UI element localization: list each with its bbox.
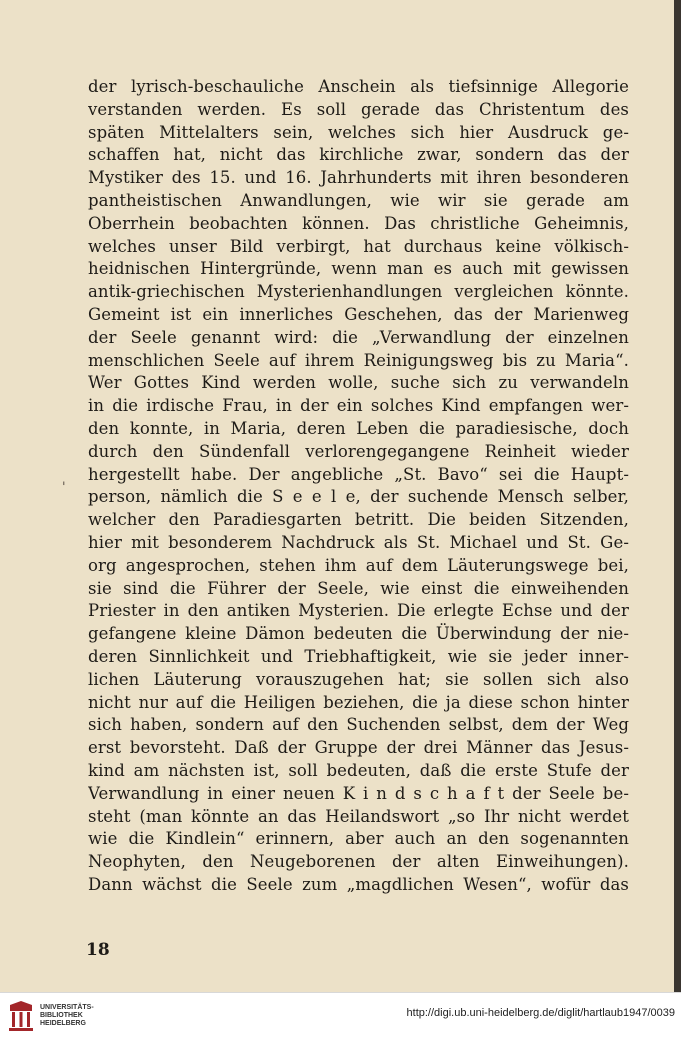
text-line: in die irdische Frau, in der ein solches Kind empfangen wer- [88, 396, 629, 416]
text-line: nicht nur auf die Heiligen beziehen, die ja diese schon hinter [88, 692, 629, 712]
text-line: sich haben, sondern auf den Suchenden selbst, dem der Weg [88, 715, 629, 735]
text-line: lichen Läuterung vorauszugehen hat; sie sollen sich also [88, 669, 629, 689]
text-line: späten Mittelalters sein, welches sich hier Ausdruck ge- [88, 122, 629, 142]
text-line: Priester in den antiken Mysterien. Die erlegte Echse und der [88, 601, 629, 621]
text-line: den konnte, in Maria, deren Leben die paradiesische, doch [88, 418, 629, 438]
text-line: kind am nächsten ist, soll bedeuten, daß die erste Stufe der [88, 760, 629, 780]
text-line: der lyrisch-beschauliche Anschein als tiefsinnige Allegorie [88, 77, 629, 96]
page-number: 18 [86, 940, 110, 960]
text-line: pantheistischen Anwandlungen, wie wir sie gerade am [88, 190, 629, 210]
library-logo-icon[interactable] [6, 999, 36, 1033]
body-text [88, 76, 629, 897]
text-line: hergestellt habe. Der angebliche „St. Bavo“ sei die Haupt- [88, 464, 629, 484]
text-line: welcher den Paradiesgarten betritt. Die beiden Sitzenden, [88, 510, 629, 530]
text-line: Dann wächst die Seele zum „magdlichen Wesen“, wofür das [88, 874, 629, 894]
text-line: gefangene kleine Dämon bedeuten die Überwindung der nie- [88, 624, 629, 644]
text-line: Neophyten, den Neugeborenen der alten Einweihungen). [88, 852, 629, 872]
text-line: durch den Sündenfall verlorengegangene Reinheit wieder [88, 441, 629, 461]
text-line: Verwandlung in einer neuen K i n d s c h a f t der Seele be- [88, 783, 629, 803]
footer-bar [0, 992, 681, 1039]
text-line: Wer Gottes Kind werden wolle, suche sich zu verwandeln [88, 373, 629, 393]
text-line: erst bevorsteht. Daß der Gruppe der drei Männer das Jesus- [88, 738, 629, 758]
margin-mark: ' [62, 480, 66, 495]
text-line: schaffen hat, nicht das kirchliche zwar, sondern das der [88, 145, 629, 165]
text-line: antik-griechischen Mysterienhandlungen vergleichen könnte. [88, 282, 629, 302]
text-line: deren Sinnlichkeit und Triebhaftigkeit, wie sie jeder inner- [88, 646, 629, 666]
text-line: verstanden werden. Es soll gerade das Christentum des [88, 99, 629, 119]
institution-line-2: BIBLIOTHEK [40, 1012, 83, 1019]
text-line: hier mit besonderem Nachdruck als St. Michael und St. Ge- [88, 532, 629, 552]
text-line: menschlichen Seele auf ihrem Reinigungsweg bis zu Maria“. [88, 350, 629, 370]
text-line: sie sind die Führer der Seele, wie einst die einweihenden [88, 578, 629, 598]
text-line: der Seele genannt wird: die „Verwandlung der einzelnen [88, 327, 629, 347]
page-edge [674, 0, 681, 992]
text-line: Gemeint ist ein innerliches Geschehen, das der Marienweg [88, 304, 629, 324]
text-line: heidnischen Hintergründe, wenn man es auch mit gewissen [88, 259, 629, 279]
institution-line-1: UNIVERSITÄTS- [40, 1004, 94, 1011]
text-line: welches unser Bild verbirgt, hat durchaus keine völkisch- [88, 236, 629, 256]
text-line: Mystiker des 15. und 16. Jahrhunderts mit ihren besonderen [88, 168, 629, 188]
text-line: Oberrhein beobachten können. Das christliche Geheimnis, [88, 213, 629, 233]
institution-name [40, 1004, 94, 1028]
text-line: steht (man könnte an das Heilandswort „so Ihr nicht werdet [88, 806, 629, 826]
institution-line-3: HEIDELBERG [40, 1020, 86, 1027]
text-line: person, nämlich die S e e l e, der suchende Mensch selber, [88, 487, 629, 507]
text-line: wie die Kindlein“ erinnern, aber auch an den sogenannten [88, 829, 629, 849]
source-url-link[interactable]: http://digi.ub.uni-heidelberg.de/diglit/hartlaub1947/0039 [406, 1007, 675, 1019]
text-line: org angesprochen, stehen ihm auf dem Läuterungswege bei, [88, 555, 629, 575]
